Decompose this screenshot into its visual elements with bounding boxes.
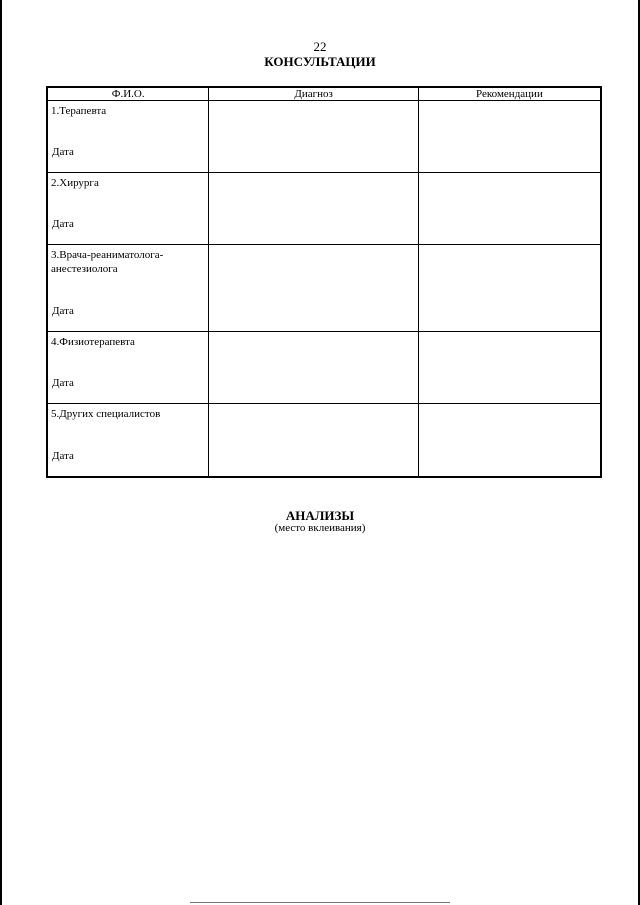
fio-cell — [47, 245, 209, 332]
consultations-table — [46, 86, 602, 478]
diagnosis-cell[interactable] — [209, 332, 419, 404]
date-label: Дата — [52, 449, 74, 462]
fio-cell — [47, 101, 209, 173]
recommendations-cell[interactable] — [418, 332, 601, 404]
table-row — [47, 245, 601, 332]
page-number: 22 — [313, 39, 327, 54]
specialist-label: 5.Других специалистов — [51, 408, 161, 420]
analysis-heading: АНАЛИЗЫ — [285, 508, 355, 523]
specialist-label: 2.Хирурга — [51, 177, 99, 189]
header-recommendations: Рекомендации — [418, 87, 601, 101]
diagnosis-cell[interactable] — [209, 404, 419, 477]
recommendations-cell[interactable] — [418, 245, 601, 332]
fio-cell — [47, 173, 209, 245]
date-label: Дата — [52, 377, 74, 389]
specialist-label: 4.Физиотерапевта — [51, 336, 135, 348]
diagnosis-cell[interactable] — [209, 173, 419, 245]
analysis-paste-area-note: (место вклеивания) — [274, 522, 366, 534]
diagnosis-cell[interactable] — [209, 245, 419, 332]
table-header-row — [47, 87, 601, 101]
date-label: Дата — [52, 146, 74, 158]
page-title: КОНСУЛЬТАЦИИ — [264, 54, 376, 69]
diagnosis-cell[interactable] — [209, 101, 419, 173]
fio-cell — [47, 404, 209, 477]
recommendations-cell[interactable] — [418, 404, 601, 477]
table-row — [47, 332, 601, 404]
specialist-label: 3.Врача-реаниматолога-анестезиолога — [51, 249, 164, 275]
date-label: Дата — [52, 218, 74, 230]
page-edge-left — [0, 0, 2, 905]
recommendations-cell[interactable] — [418, 173, 601, 245]
specialist-label: 1.Терапевта — [51, 105, 107, 117]
date-label: Дата — [52, 305, 74, 317]
table-row — [47, 101, 601, 173]
recommendations-cell[interactable] — [418, 101, 601, 173]
fio-cell — [47, 332, 209, 404]
scan-artifact-line — [190, 902, 450, 903]
table-row — [47, 404, 601, 477]
table-row — [47, 173, 601, 245]
header-fio: Ф.И.О. — [47, 87, 209, 101]
header-diagnosis: Диагноз — [209, 87, 419, 101]
